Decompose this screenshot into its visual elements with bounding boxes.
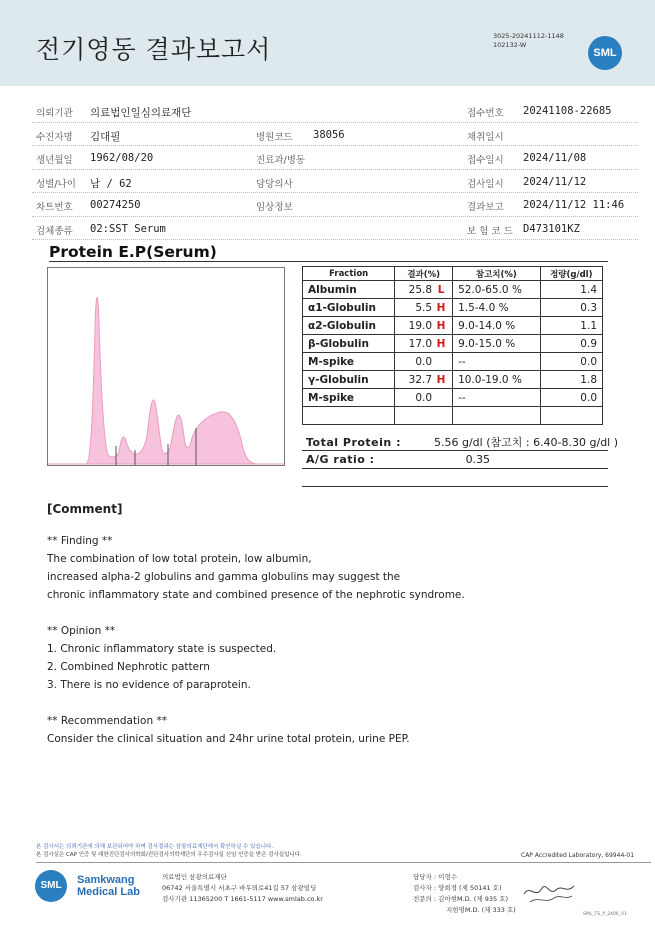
company-name: [77, 874, 140, 898]
fraction-reference: --: [453, 353, 541, 371]
fraction-result-cell: [395, 281, 453, 299]
opinion-heading: ** Opinion **: [47, 625, 116, 637]
finding-line: increased alpha-2 globulins and gamma globulins may suggest the: [47, 571, 401, 583]
fraction-name: α2-Globulin: [303, 317, 395, 335]
patient-info-table: [32, 99, 638, 240]
fraction-table-header: [303, 267, 603, 281]
fraction-row: [303, 389, 603, 407]
fraction-row: [303, 353, 603, 371]
abnormal-flag: H: [436, 337, 446, 350]
info-value: 의료법인일심의료재단: [90, 107, 192, 119]
fraction-name: M-spike: [303, 389, 395, 407]
finding-line: The combination of low total protein, low albumin,: [47, 553, 312, 565]
fraction-result-cell: [395, 317, 453, 335]
info-row: [32, 123, 638, 147]
info-label: 병원코드: [256, 131, 293, 143]
fraction-row: [303, 407, 603, 425]
fraction-quantity: 0.0: [540, 353, 602, 371]
fraction-result-cell: [395, 371, 453, 389]
address-line: 06742 서울특별시 서초구 바우뫼로41길 57 삼광빌딩: [162, 884, 317, 892]
fraction-name: [303, 407, 395, 425]
page-title: 전기영동 결과보고서: [36, 35, 272, 64]
fraction-name: Albumin: [303, 281, 395, 299]
info-label: 접수번호: [467, 108, 504, 119]
info-row: [32, 99, 638, 123]
info-label: 검사일시: [467, 178, 504, 190]
total-protein: [306, 434, 618, 450]
fraction-reference: 9.0-14.0 %: [453, 317, 541, 335]
ag-ratio: [306, 453, 490, 466]
recommendation-line: Consider the clinical situation and 24hr urine total protein, urine PEP.: [47, 733, 410, 745]
fraction-reference: 1.5-4.0 %: [453, 299, 541, 317]
fraction-reference: --: [453, 389, 541, 407]
fraction-result: 25.8: [408, 283, 433, 296]
fraction-result: 32.7: [408, 373, 433, 386]
document-id-line-2: 102132-W: [493, 41, 527, 49]
electrophoresis-curve: [48, 297, 284, 464]
fraction-quantity: 1.4: [540, 281, 602, 299]
fraction-row: [303, 299, 603, 317]
total-protein-value: 5.56 g/dl (참고치 : 6.40-8.30 g/dl ): [433, 436, 619, 449]
info-label: 진료과/병동: [256, 155, 306, 166]
info-label: 채취일시: [467, 131, 504, 143]
abnormal-flag: H: [436, 301, 446, 314]
fraction-row: [303, 281, 603, 299]
header-quantity: 정량(g/dl): [540, 267, 602, 281]
opinion-line: 2. Combined Nephrotic pattern: [47, 661, 210, 673]
fraction-result-cell: [395, 299, 453, 317]
fraction-result-cell: [395, 389, 453, 407]
fraction-quantity: 0.3: [540, 299, 602, 317]
fraction-quantity: 0.9: [540, 335, 602, 353]
fraction-name: α1-Globulin: [303, 299, 395, 317]
fraction-result: 17.0: [408, 337, 433, 350]
info-row: [32, 170, 638, 194]
fraction-result-cell: [395, 407, 453, 425]
company-name-line-2: Medical Lab: [77, 886, 140, 898]
comment-section: [47, 500, 465, 748]
info-value: 2024/11/12: [523, 175, 587, 188]
footer-rule: [36, 862, 651, 863]
form-code: SML_TS_P_2406_V1: [583, 912, 627, 917]
total-protein-rule: [302, 450, 608, 451]
info-label: 생년월일: [36, 155, 73, 166]
info-value: 38056: [313, 128, 345, 141]
staff-line: 전문의 : 김아현M.D. (제 935 호): [413, 895, 508, 903]
fraction-quantity: 1.8: [540, 371, 602, 389]
info-label: 임상정보: [256, 202, 293, 213]
footer-logo-icon: SML: [35, 870, 67, 902]
section-title: Protein E.P(Serum): [49, 243, 217, 261]
staff-line: 지현영M.D. (제 333 호): [446, 906, 516, 914]
info-row: [32, 217, 638, 241]
fraction-quantity: 1.1: [540, 317, 602, 335]
fraction-result: 0.0: [415, 355, 433, 368]
info-row: [32, 193, 638, 217]
abnormal-flag: L: [437, 283, 445, 296]
finding-heading: ** Finding **: [47, 535, 113, 547]
fraction-result-cell: [395, 353, 453, 371]
fraction-name: γ-Globulin: [303, 371, 395, 389]
company-name-line-1: Samkwang: [77, 874, 135, 886]
info-label: 접수일시: [467, 155, 504, 166]
info-value: 남 / 62: [90, 177, 132, 190]
company-address: [162, 872, 323, 905]
footer-note-1: 본 검사서는 의뢰기관에 의해 보관되어야 하며 검사결과는 삼광의료재단에서 확인하실 수 있습니다.: [36, 844, 274, 850]
header-fraction: Fraction: [303, 267, 395, 281]
total-protein-label: Total Protein :: [306, 436, 401, 449]
recommendation-heading: ** Recommendation **: [47, 715, 167, 727]
fraction-table: [302, 266, 603, 425]
fraction-name: β-Globulin: [303, 335, 395, 353]
info-value: 2024/11/08: [523, 152, 587, 164]
cap-accreditation: CAP Accredited Laboratory, 69944-01: [521, 852, 635, 859]
info-label: 검체종류: [36, 225, 73, 237]
footer-notes: [36, 843, 302, 859]
fraction-result: 0.0: [415, 391, 433, 404]
info-value: 1962/08/20: [90, 152, 154, 164]
info-label: 담당의사: [256, 178, 293, 190]
staff-list: [413, 872, 516, 916]
comment-title: [Comment]: [47, 502, 123, 516]
signature-icon: [520, 876, 580, 906]
fraction-row: [303, 371, 603, 389]
info-value: 02:SST Serum: [90, 222, 166, 235]
finding-line: chronic inflammatory state and combined presence of the nephrotic syndrome.: [47, 589, 465, 601]
ag-ratio-label: A/G ratio :: [306, 453, 375, 466]
info-label: 성별/나이: [36, 178, 76, 190]
fraction-result: 19.0: [408, 319, 433, 332]
opinion-line: 3. There is no evidence of paraprotein.: [47, 679, 251, 691]
staff-line: 검사자 : 양희경 (제 50141 호): [413, 884, 502, 892]
info-value: 20241108-22685: [523, 105, 612, 117]
header-reference: 참고치(%): [453, 267, 541, 281]
info-value: 00274250: [90, 199, 141, 211]
fraction-row: [303, 335, 603, 353]
staff-line: 담당자 : 이형수: [413, 873, 457, 881]
fraction-reference: 9.0-15.0 %: [453, 335, 541, 353]
opinion-line: 1. Chronic inflammatory state is suspected.: [47, 643, 277, 655]
info-label: 수진자명: [36, 131, 73, 143]
ag-ratio-rule: [302, 468, 608, 469]
abnormal-flag: H: [436, 373, 446, 386]
info-value: 김대필: [90, 130, 121, 143]
fraction-quantity: [540, 407, 602, 425]
sml-logo-icon: SML: [588, 36, 622, 70]
footer-note-2: 본 검사실은 CAP 인증 및 대한진단검사의학회/진단검사의학재단의 우수검사실 신임 인증을 받은 검사실입니다.: [36, 852, 302, 858]
fraction-result-cell: [395, 335, 453, 353]
fraction-name: M-spike: [303, 353, 395, 371]
header-result: 결과(%): [395, 267, 453, 281]
info-label: 차트번호: [36, 202, 73, 213]
fraction-row: [303, 317, 603, 335]
info-value: D473101KZ: [523, 222, 580, 235]
info-label: 의뢰기관: [36, 108, 73, 119]
electrophoresis-curve-svg: [48, 268, 284, 465]
info-label: 결과보고: [467, 202, 504, 213]
fraction-reference: [453, 407, 541, 425]
info-label: 보 험 코 드: [467, 225, 513, 237]
ag-ratio-bottom-rule: [302, 486, 608, 487]
document-id: [493, 32, 564, 50]
ag-ratio-value: 0.35: [465, 453, 491, 466]
fraction-result: 5.5: [415, 301, 433, 314]
fraction-reference: 52.0-65.0 %: [453, 281, 541, 299]
section-divider: [49, 261, 608, 262]
abnormal-flag: H: [436, 319, 446, 332]
info-value: 2024/11/12 11:46: [523, 199, 625, 211]
document-id-line-1: 3025-20241112-1148: [493, 32, 564, 40]
fraction-quantity: 0.0: [540, 389, 602, 407]
address-line: 의료법인 삼광의료재단: [162, 873, 227, 881]
electrophoresis-graph: [47, 267, 285, 466]
address-line: 검사기관 11365200 T 1661-5117 www.smlab.co.kr: [162, 895, 323, 903]
fraction-reference: 10.0-19.0 %: [453, 371, 541, 389]
info-row: [32, 146, 638, 170]
